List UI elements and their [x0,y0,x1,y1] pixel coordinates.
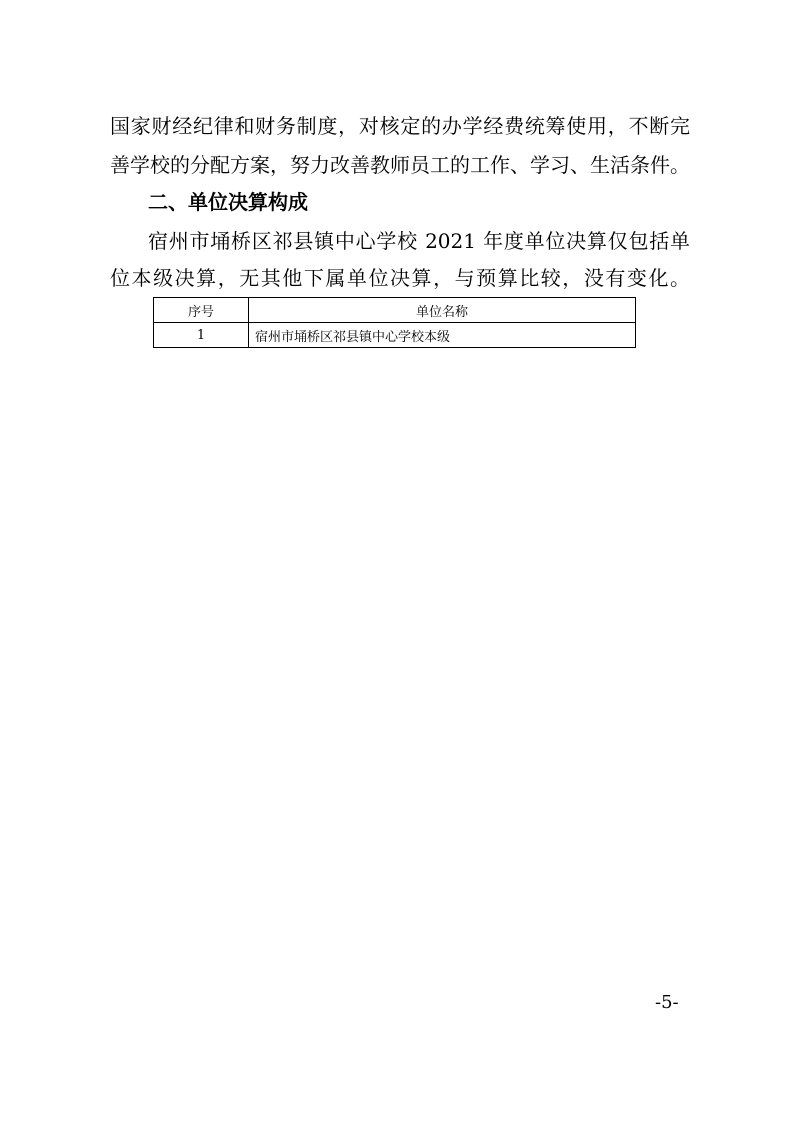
column-header-number: 序号 [154,298,249,323]
cell-unit-name: 宿州市埇桥区祁县镇中心学校本级 [249,323,636,348]
paragraph-line: 宿州市埇桥区祁县镇中心学校 2021 年度单位决算仅包括单 [148,229,690,253]
page-number: -5- [655,992,679,1013]
body-text-line: 国家财经纪律和财务制度，对核定的办学经费统筹使用，不断完 [110,114,690,138]
paragraph-line: 位本级决算，无其他下属单位决算，与预算比较，没有变化。 [110,266,690,290]
table-header-row [154,298,636,323]
body-text-line: 善学校的分配方案，努力改善教师员工的工作、学习、生活条件。 [110,153,690,177]
unit-table [153,297,636,348]
section-heading: 二、单位决算构成 [148,190,308,214]
cell-number: 1 [154,323,249,348]
table-row [154,323,636,348]
column-header-unit-name: 单位名称 [249,298,636,323]
